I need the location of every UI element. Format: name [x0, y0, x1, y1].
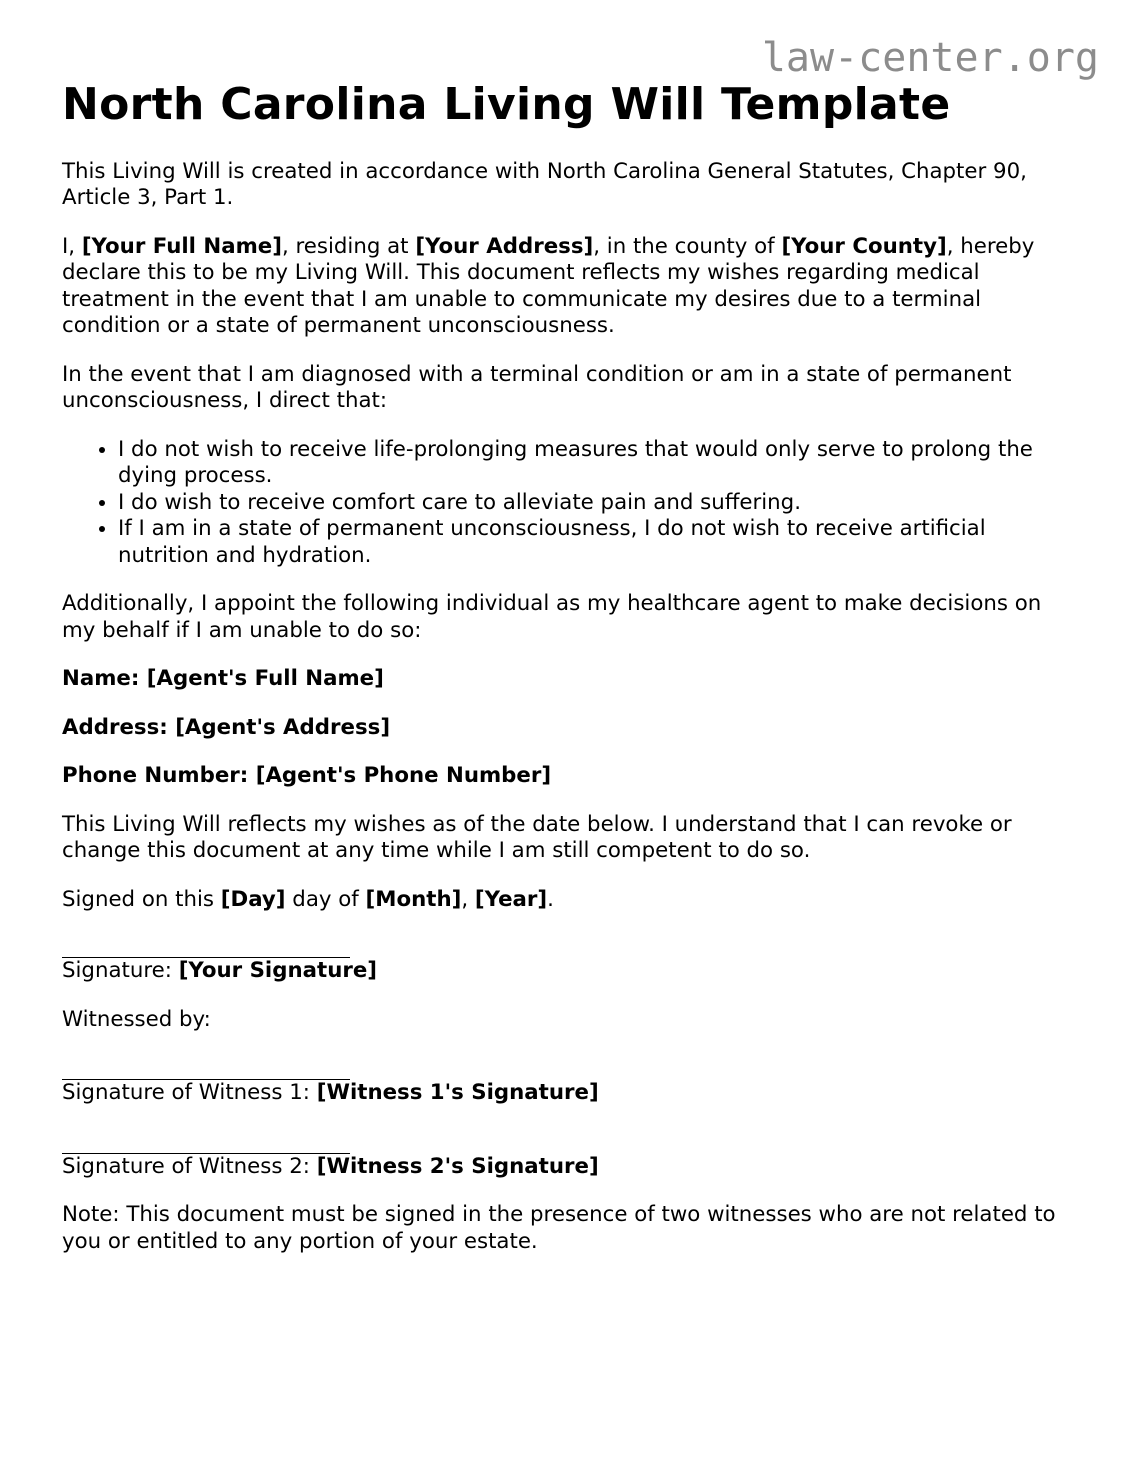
- revoke-paragraph: This Living Will reflects my wishes as of the date below. I understand that I can revoke or change this document at any time while I am still competent to do so.: [62, 811, 1012, 864]
- signature-line[interactable]: [62, 935, 350, 958]
- month-placeholder: [Month]: [365, 886, 462, 912]
- witness-2-label-text: Signature of Witness 2:: [62, 1153, 317, 1179]
- signature-label-text: Signature:: [62, 958, 179, 984]
- signature-placeholder: [Your Signature]: [178, 958, 378, 984]
- full-name-placeholder: [Your Full Name]: [81, 233, 282, 259]
- agent-name: Name: [Agent's Full Name]: [62, 666, 384, 692]
- directive-list: [62, 437, 1072, 570]
- watermark: law-center.org: [761, 35, 1099, 81]
- witness-2-label: [62, 1154, 1072, 1181]
- witness-1-signature-line[interactable]: [62, 1057, 350, 1080]
- signed-text: ,: [461, 886, 475, 912]
- declaration-paragraph: [62, 234, 1072, 340]
- day-placeholder: [Day]: [220, 886, 286, 912]
- signature-block: [62, 935, 1072, 985]
- signed-date-line: [62, 887, 1072, 914]
- agent-phone: Phone Number: [Agent's Phone Number]: [62, 763, 552, 789]
- witness-1-placeholder: [Witness 1's Signature]: [316, 1080, 599, 1106]
- signature-label: [62, 958, 1072, 985]
- agent-phone-line: [62, 763, 1072, 790]
- witness-1-label-text: Signature of Witness 1:: [62, 1080, 317, 1106]
- agent-name-line: [62, 666, 1072, 693]
- signed-text: Signed on this: [62, 886, 221, 912]
- signed-text: day of: [285, 886, 366, 912]
- county-placeholder: [Your County]: [781, 233, 947, 259]
- address-placeholder: [Your Address]: [415, 233, 594, 259]
- witness-2-placeholder: [Witness 2's Signature]: [316, 1153, 599, 1179]
- note-paragraph: Note: This document must be signed in the presence of two witnesses who are not related to you or entitled to any portion of your estate.: [62, 1202, 1056, 1254]
- document-page: [62, 80, 1072, 1277]
- intro-paragraph: This Living Will is created in accordance with North Carolina General Statutes, Chapter 90, Article 3, Part 1.: [62, 158, 1027, 211]
- witness-1-label: [62, 1080, 1072, 1107]
- direct-intro-paragraph: In the event that I am diagnosed with a terminal condition or am in a state of permanent unconsciousness, I direct that:: [62, 361, 1012, 414]
- witness-1-block: [62, 1057, 1072, 1107]
- list-item: • If I am in a state of permanent unconsciousness, I do not wish to receive artificial nutrition and hydration.: [118, 516, 1072, 569]
- witnessed-by-label: Witnessed by:: [62, 1006, 211, 1032]
- agent-intro-paragraph: Additionally, I appoint the following individual as my healthcare agent to make decisions on my behalf if I am unable to do so:: [62, 591, 1042, 643]
- agent-address-line: [62, 715, 1072, 742]
- list-item: • I do wish to receive comfort care to alleviate pain and suffering.: [118, 490, 1072, 517]
- declaration-text: , residing at: [281, 233, 416, 259]
- declaration-text: , hereby declare this to be my Living Will. This document reflects my wishes regarding medical treatment in the event that I am unable to communicate my desires due to a terminal condition or a state of permanent unconsciousness.: [62, 233, 1035, 339]
- witness-2-block: [62, 1131, 1072, 1181]
- signed-text: .: [547, 886, 554, 912]
- agent-address: Address: [Agent's Address]: [62, 714, 391, 740]
- declaration-text: I,: [62, 233, 82, 259]
- page-title: North Carolina Living Will Template: [62, 79, 951, 130]
- declaration-text: , in the county of: [593, 233, 782, 259]
- witness-2-signature-line[interactable]: [62, 1131, 350, 1154]
- list-item: • I do not wish to receive life-prolonging measures that would only serve to prolong the dying process.: [118, 437, 1072, 490]
- year-placeholder: [Year]: [474, 886, 548, 912]
